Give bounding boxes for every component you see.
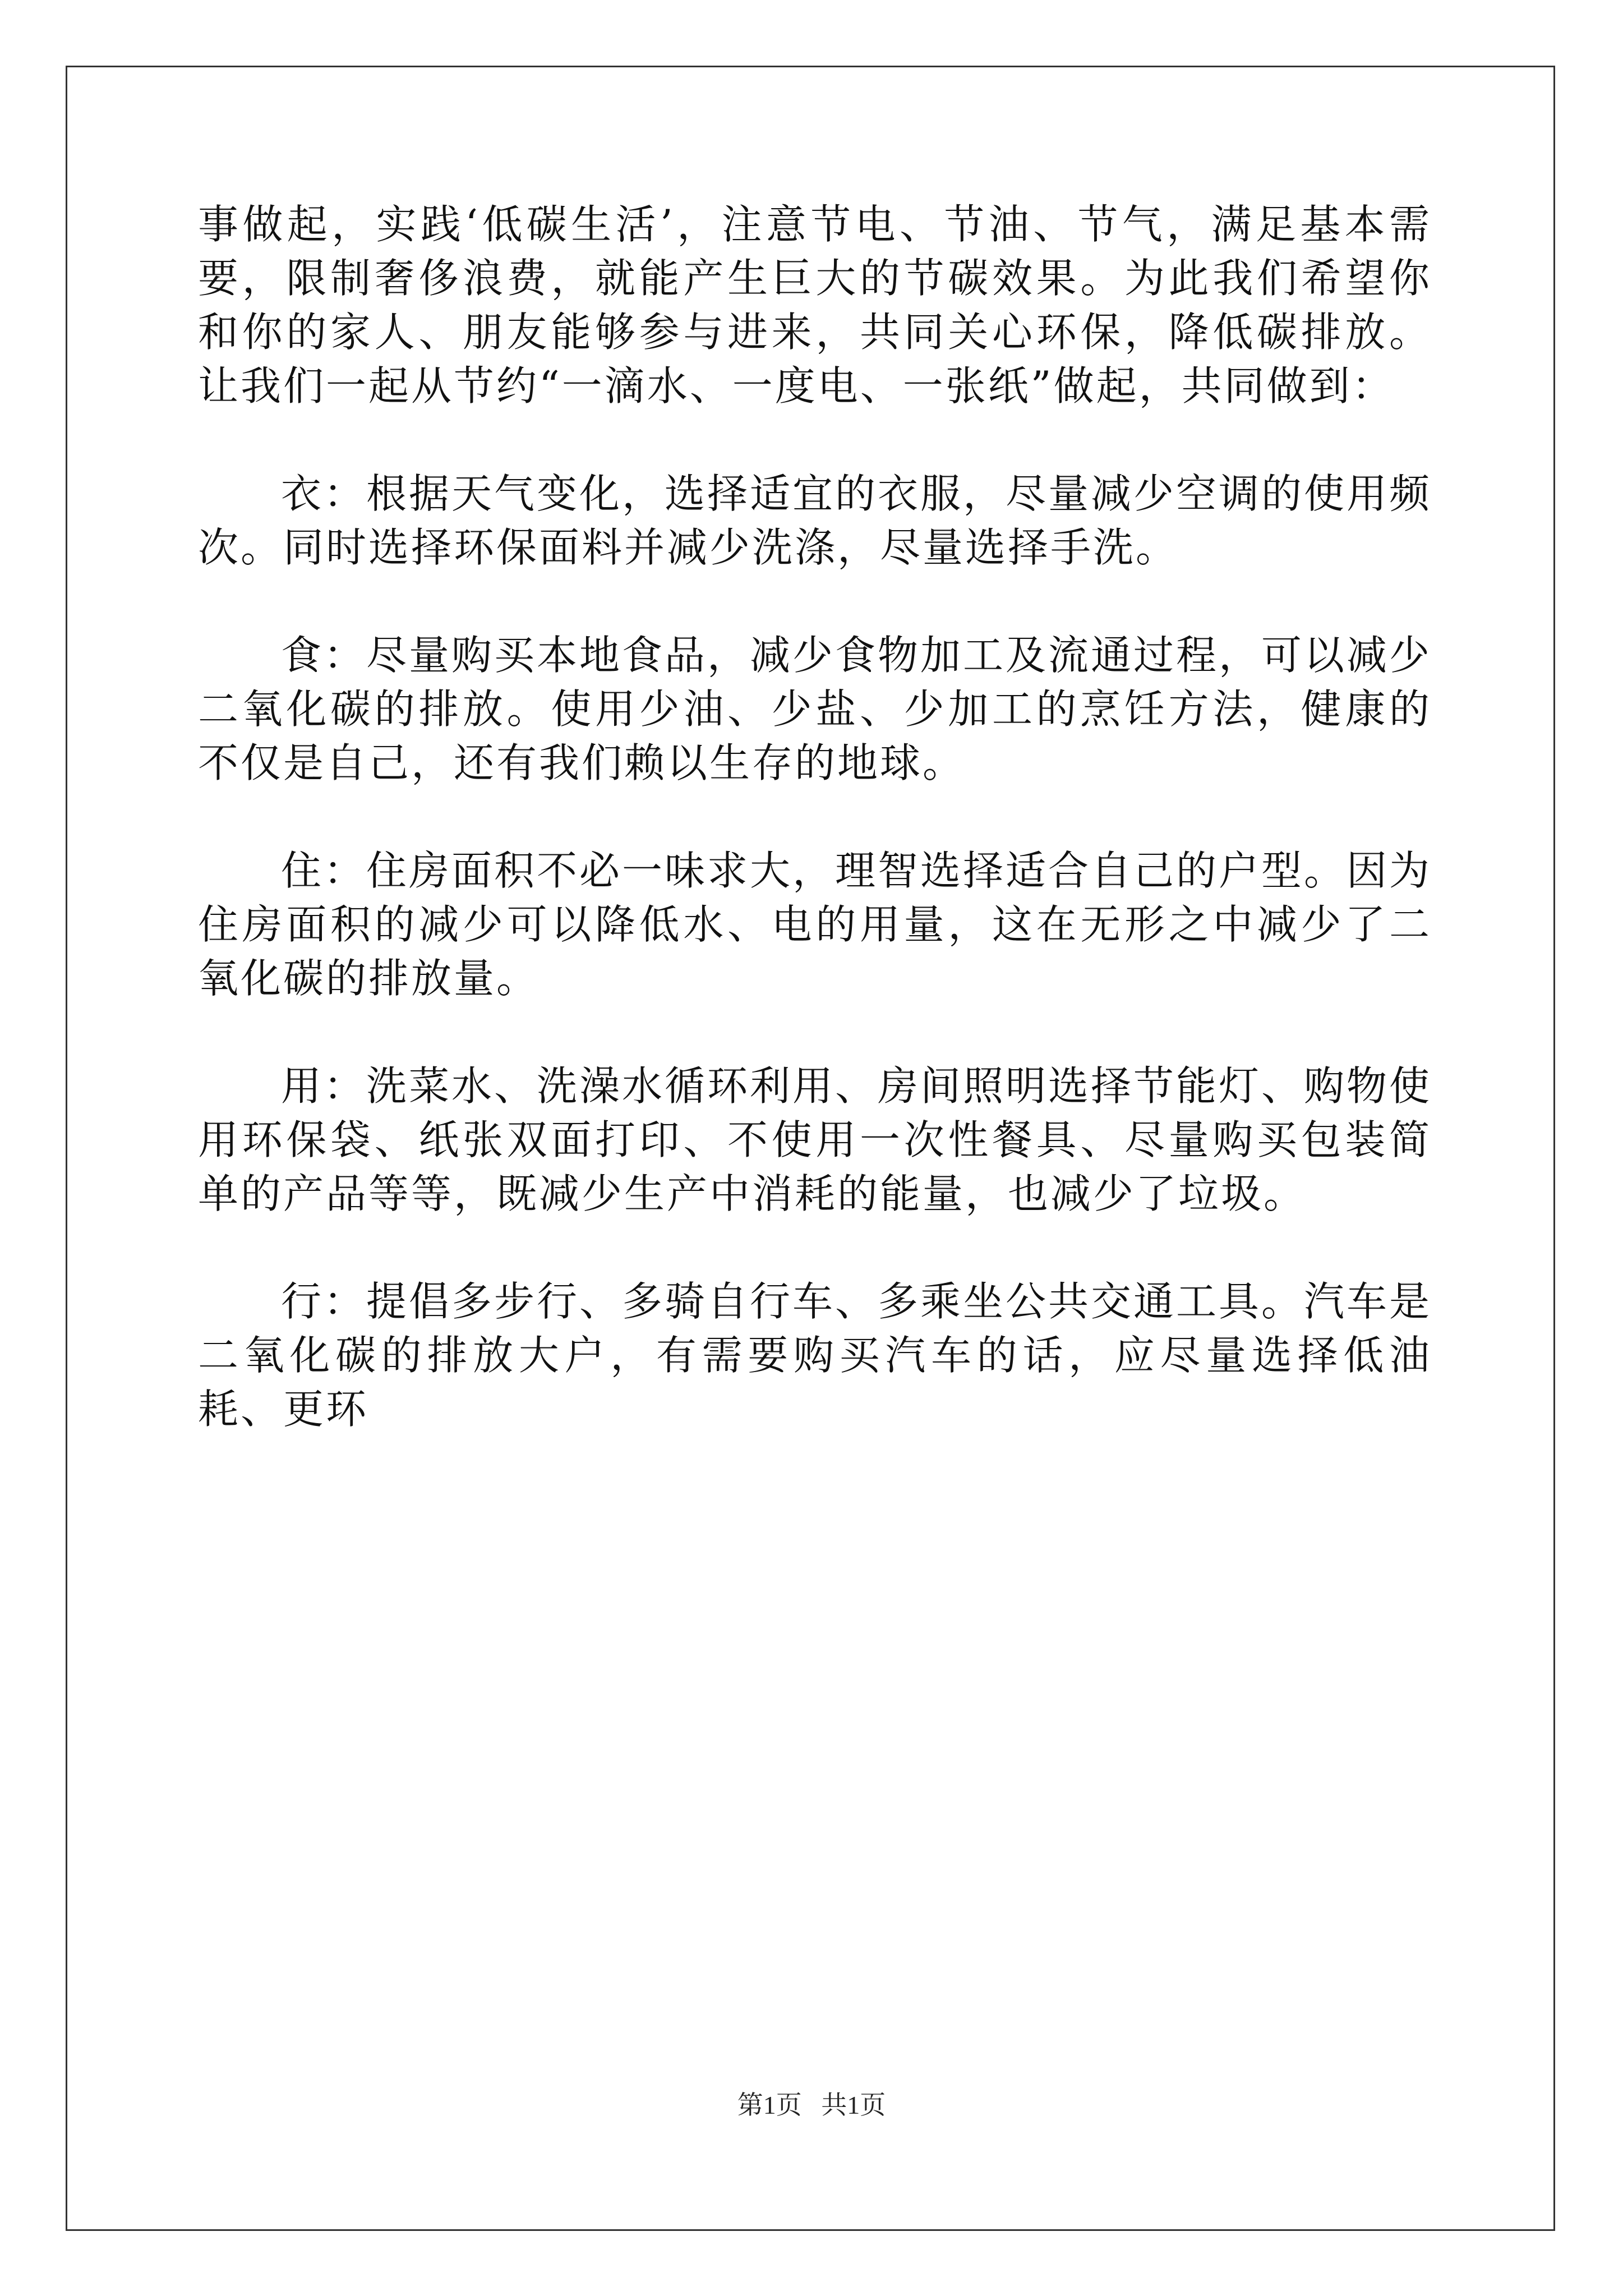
paragraph-usage: 用：洗菜水、洗澡水循环利用、房间照明选择节能灯、购物使用环保袋、纸张双面打印、不使用一次性餐具、尽量购买包装简单的产品等等，既减少生产中消耗的能量，也减少了垃圾。	[198, 1062, 1432, 1217]
paragraph-clothing: 衣：根据天气变化，选择适宜的衣服，尽量减少空调的使用频次。同时选择环保面料并减少洗涤，尽量选择手洗。	[198, 470, 1432, 571]
document-body	[198, 197, 1432, 1490]
page-number: 第1页 共1页	[737, 2091, 886, 2119]
paragraph-food: 食：尽量购买本地食品，减少食物加工及流通过程，可以减少二氧化碳的排放。使用少油、少盐、少加工的烹饪方法，健康的不仅是自己，还有我们赖以生存的地球。	[198, 632, 1432, 786]
paragraph-housing: 住：住房面积不必一味求大，理智选择适合自己的户型。因为住房面积的减少可以降低水、电的用量，这在无形之中减少了二氧化碳的排放量。	[198, 847, 1432, 1002]
paragraph-travel: 行：提倡多步行、多骑自行车、多乘坐公共交通工具。汽车是二氧化碳的排放大户，有需要购买汽车的话，应尽量选择低油耗、更环	[198, 1278, 1432, 1433]
page-footer	[0, 2088, 1623, 2122]
paragraph-intro: 事做起，实践‘低碳生活’，注意节电、节油、节气，满足基本需要，限制奢侈浪费，就能产生巨大的节碳效果。为此我们希望你和你的家人、朋友能够参与进来，共同关心环保，降低碳排放。让我们一起从节约“一滴水、一度电、一张纸”做起，共同做到：	[198, 201, 1432, 409]
